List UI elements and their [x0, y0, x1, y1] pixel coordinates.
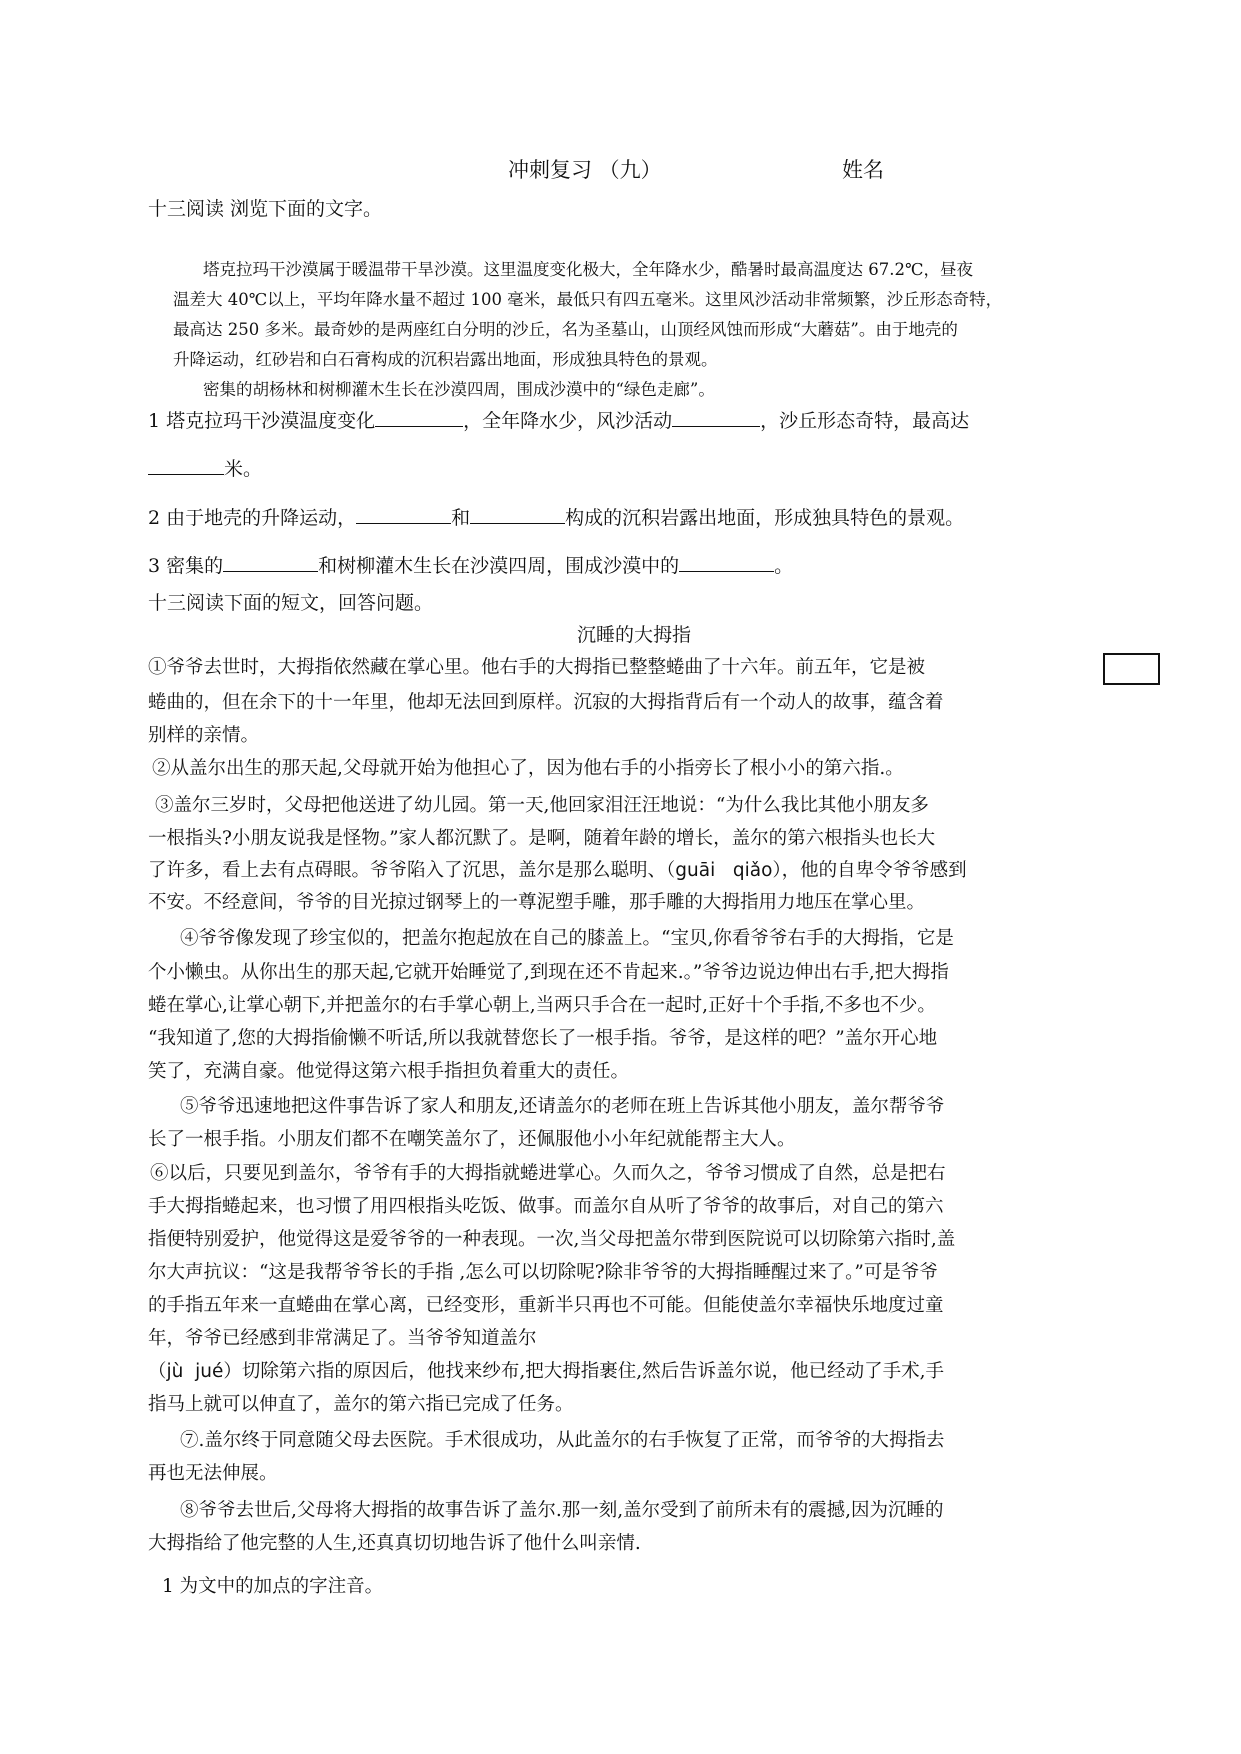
story-line: 蜷在掌心,让掌心朝下,并把盖尔的右手掌心朝上,当两只手合在一起时,正好十个手指,不多也不少。: [148, 995, 936, 1016]
story-line: 手大拇指蜷起来，也习惯了用四根指头吃饭、做事。而盖尔自从听了爷爷的故事后，对自己的第六: [148, 1196, 944, 1217]
q2-text: 2 由于地壳的升降运动，: [148, 507, 357, 529]
story-line: [148, 862, 967, 881]
answer-blank[interactable]: [375, 408, 463, 427]
pinyin-text: guāi qiǎo: [675, 860, 773, 881]
q1-text: 米。: [224, 458, 263, 480]
question-1-cont: [148, 456, 262, 479]
story-line: 大拇指给了他完整的人生,还真真切切地告诉了他什么叫亲情.: [148, 1533, 641, 1554]
answer-blank[interactable]: [223, 553, 318, 572]
q1-text: ，全年降水少，风沙活动: [463, 410, 673, 432]
story-line: 蜷曲的，但在余下的十一年里，他却无法回到原样。沉寂的大拇指背后有一个动人的故事，蕴含着: [148, 692, 944, 713]
story-line: ④爷爷像发现了珍宝似的，把盖尔抱起放在自己的膝盖上。“宝贝,你看爷爷右手的大拇指，它是: [180, 928, 954, 949]
passage-line: 最高达 250 多米。最奇妙的是两座红白分明的沙丘，名为圣墓山，山顶经风蚀而形成“大蘑菇”。由于地壳的: [173, 320, 958, 339]
story-line: 一根指头?小朋友说我是怪物。”家人都沉默了。是啊，随着年龄的增长，盖尔的第六根指头也长大: [148, 828, 936, 849]
q1-text: ，沙丘形态奇特，最高达: [760, 410, 970, 432]
q3-text: 。: [774, 555, 794, 577]
story-line: 年，爷爷已经感到非常满足了。当爷爷知道盖尔: [148, 1328, 537, 1349]
q2-text: 和: [451, 507, 471, 529]
answer-blank[interactable]: [148, 456, 224, 475]
story-line: 再也无法伸展。: [148, 1463, 278, 1484]
passage-line: 塔克拉玛干沙漠属于暖温带干旱沙漠。这里温度变化极大，全年降水少，酷暑时最高温度达 67.2℃，昼夜: [203, 260, 973, 279]
question-2: [148, 505, 964, 528]
q3-text: 和树柳灌木生长在沙漠四周，围成沙漠中的: [318, 555, 680, 577]
pinyin-text: （jù jué）: [148, 1361, 242, 1382]
story-line: 指马上就可以伸直了，盖尔的第六指已完成了任务。: [148, 1394, 574, 1415]
story-line: ③盖尔三岁时，父母把他送进了幼儿园。第一天,他回家泪汪汪地说：“为什么我比其他小朋友多: [155, 795, 929, 816]
story-line: 指便特别爱护，他觉得这是爱爷爷的一种表现。一次,当父母把盖尔带到医院说可以切除第六指时,盖: [148, 1229, 956, 1250]
story-line: ⑧爷爷去世后,父母将大拇指的故事告诉了盖尔.那一刻,盖尔受到了前所未有的震撼,因为沉睡的: [180, 1500, 944, 1521]
story-text: ），他的自卑令爷爷感到: [772, 860, 967, 881]
name-label: 姓名: [842, 158, 884, 182]
story-line: [148, 1363, 944, 1382]
section2-heading: 十三阅读下面的短文，回答问题。: [148, 592, 434, 614]
section1-heading: 十三阅读 浏览下面的文字。: [148, 198, 383, 220]
story-line: 尔大声抗议：“这是我帮爷爷长的手指 ,怎么可以切除呢?除非爷爷的大拇指睡醒过来了。”可是爷爷: [148, 1262, 938, 1283]
story-line: ⑦.盖尔终于同意随父母去医院。手术很成功，从此盖尔的右手恢复了正常，而爷爷的大拇指去: [180, 1430, 945, 1451]
story-line: 别样的亲情。: [148, 725, 260, 746]
answer-blank[interactable]: [356, 505, 451, 524]
q3-text: 3 密集的: [148, 555, 224, 577]
story-line: 个小懒虫。从你出生的那天起,它就开始睡觉了,到现在还不肯起来.。”爷爷边说边伸出右手,把大拇指: [148, 962, 949, 983]
story-title: 沉睡的大拇指: [577, 624, 692, 646]
story-line: ⑥以后，只要见到盖尔，爷爷有手的大拇指就蜷进掌心。久而久之，爷爷习惯成了自然，总是把右: [150, 1163, 946, 1184]
story-line: ②从盖尔出生的那天起,父母就开始为他担心了，因为他右手的小指旁长了根小小的第六指.。: [152, 758, 904, 779]
q1-text: 1 塔克拉玛干沙漠温度变化: [148, 410, 376, 432]
answer-blank[interactable]: [679, 553, 774, 572]
story-line: “我知道了,您的大拇指偷懒不听话,所以我就替您长了一根手指。爷爷，是这样的吧？”盖尔开心地: [148, 1028, 938, 1049]
story-question-1: 1 为文中的加点的字注音。: [162, 1576, 384, 1597]
passage-line: 密集的胡杨林和树柳灌木生长在沙漠四周，围成沙漠中的“绿色走廊”。: [203, 380, 715, 399]
story-line: ①爷爷去世时，大拇指依然藏在掌心里。他右手的大拇指已整整蜷曲了十六年。前五年，它是被: [148, 657, 926, 678]
story-line: 不安。不经意间，爷爷的目光掠过钢琴上的一尊泥塑手雕，那手雕的大拇指用力地压在掌心里。: [148, 892, 926, 913]
score-box[interactable]: [1103, 653, 1160, 685]
story-line: ⑤爷爷迅速地把这件事告诉了家人和朋友,还请盖尔的老师在班上告诉其他小朋友，盖尔帮爷爷: [180, 1096, 945, 1117]
page-title: 冲刺复习 （九）: [508, 158, 662, 182]
story-line: 的手指五年来一直蜷曲在掌心离，已经变形，重新半只再也不可能。但能使盖尔幸福快乐地度过童: [148, 1295, 944, 1316]
passage-line: 温差大 40℃以上，平均年降水量不超过 100 毫米，最低只有四五毫米。这里风沙活动非常频繁，沙丘形态奇特，: [173, 290, 1003, 309]
story-text: 切除第六指的原因后，他找来纱布,把大拇指裹住,然后告诉盖尔说，他已经动了手术,手: [241, 1361, 945, 1382]
story-line: 笑了，充满自豪。他觉得这第六根手指担负着重大的责任。: [148, 1061, 630, 1082]
question-1: [148, 408, 969, 431]
answer-blank[interactable]: [672, 408, 760, 427]
passage-line: 升降运动，红砂岩和白石膏构成的沉积岩露出地面，形成独具特色的景观。: [173, 350, 718, 369]
story-line: 长了一根手指。小朋友们都不在嘲笑盖尔了，还佩服他小小年纪就能帮主大人。: [148, 1129, 796, 1150]
story-text: 了许多，看上去有点碍眼。爷爷陷入了沉思，盖尔是那么聪明、（: [148, 860, 676, 881]
question-3: [148, 553, 793, 576]
q2-text: 构成的沉积岩露出地面，形成独具特色的景观。: [565, 507, 965, 529]
answer-blank[interactable]: [470, 505, 565, 524]
